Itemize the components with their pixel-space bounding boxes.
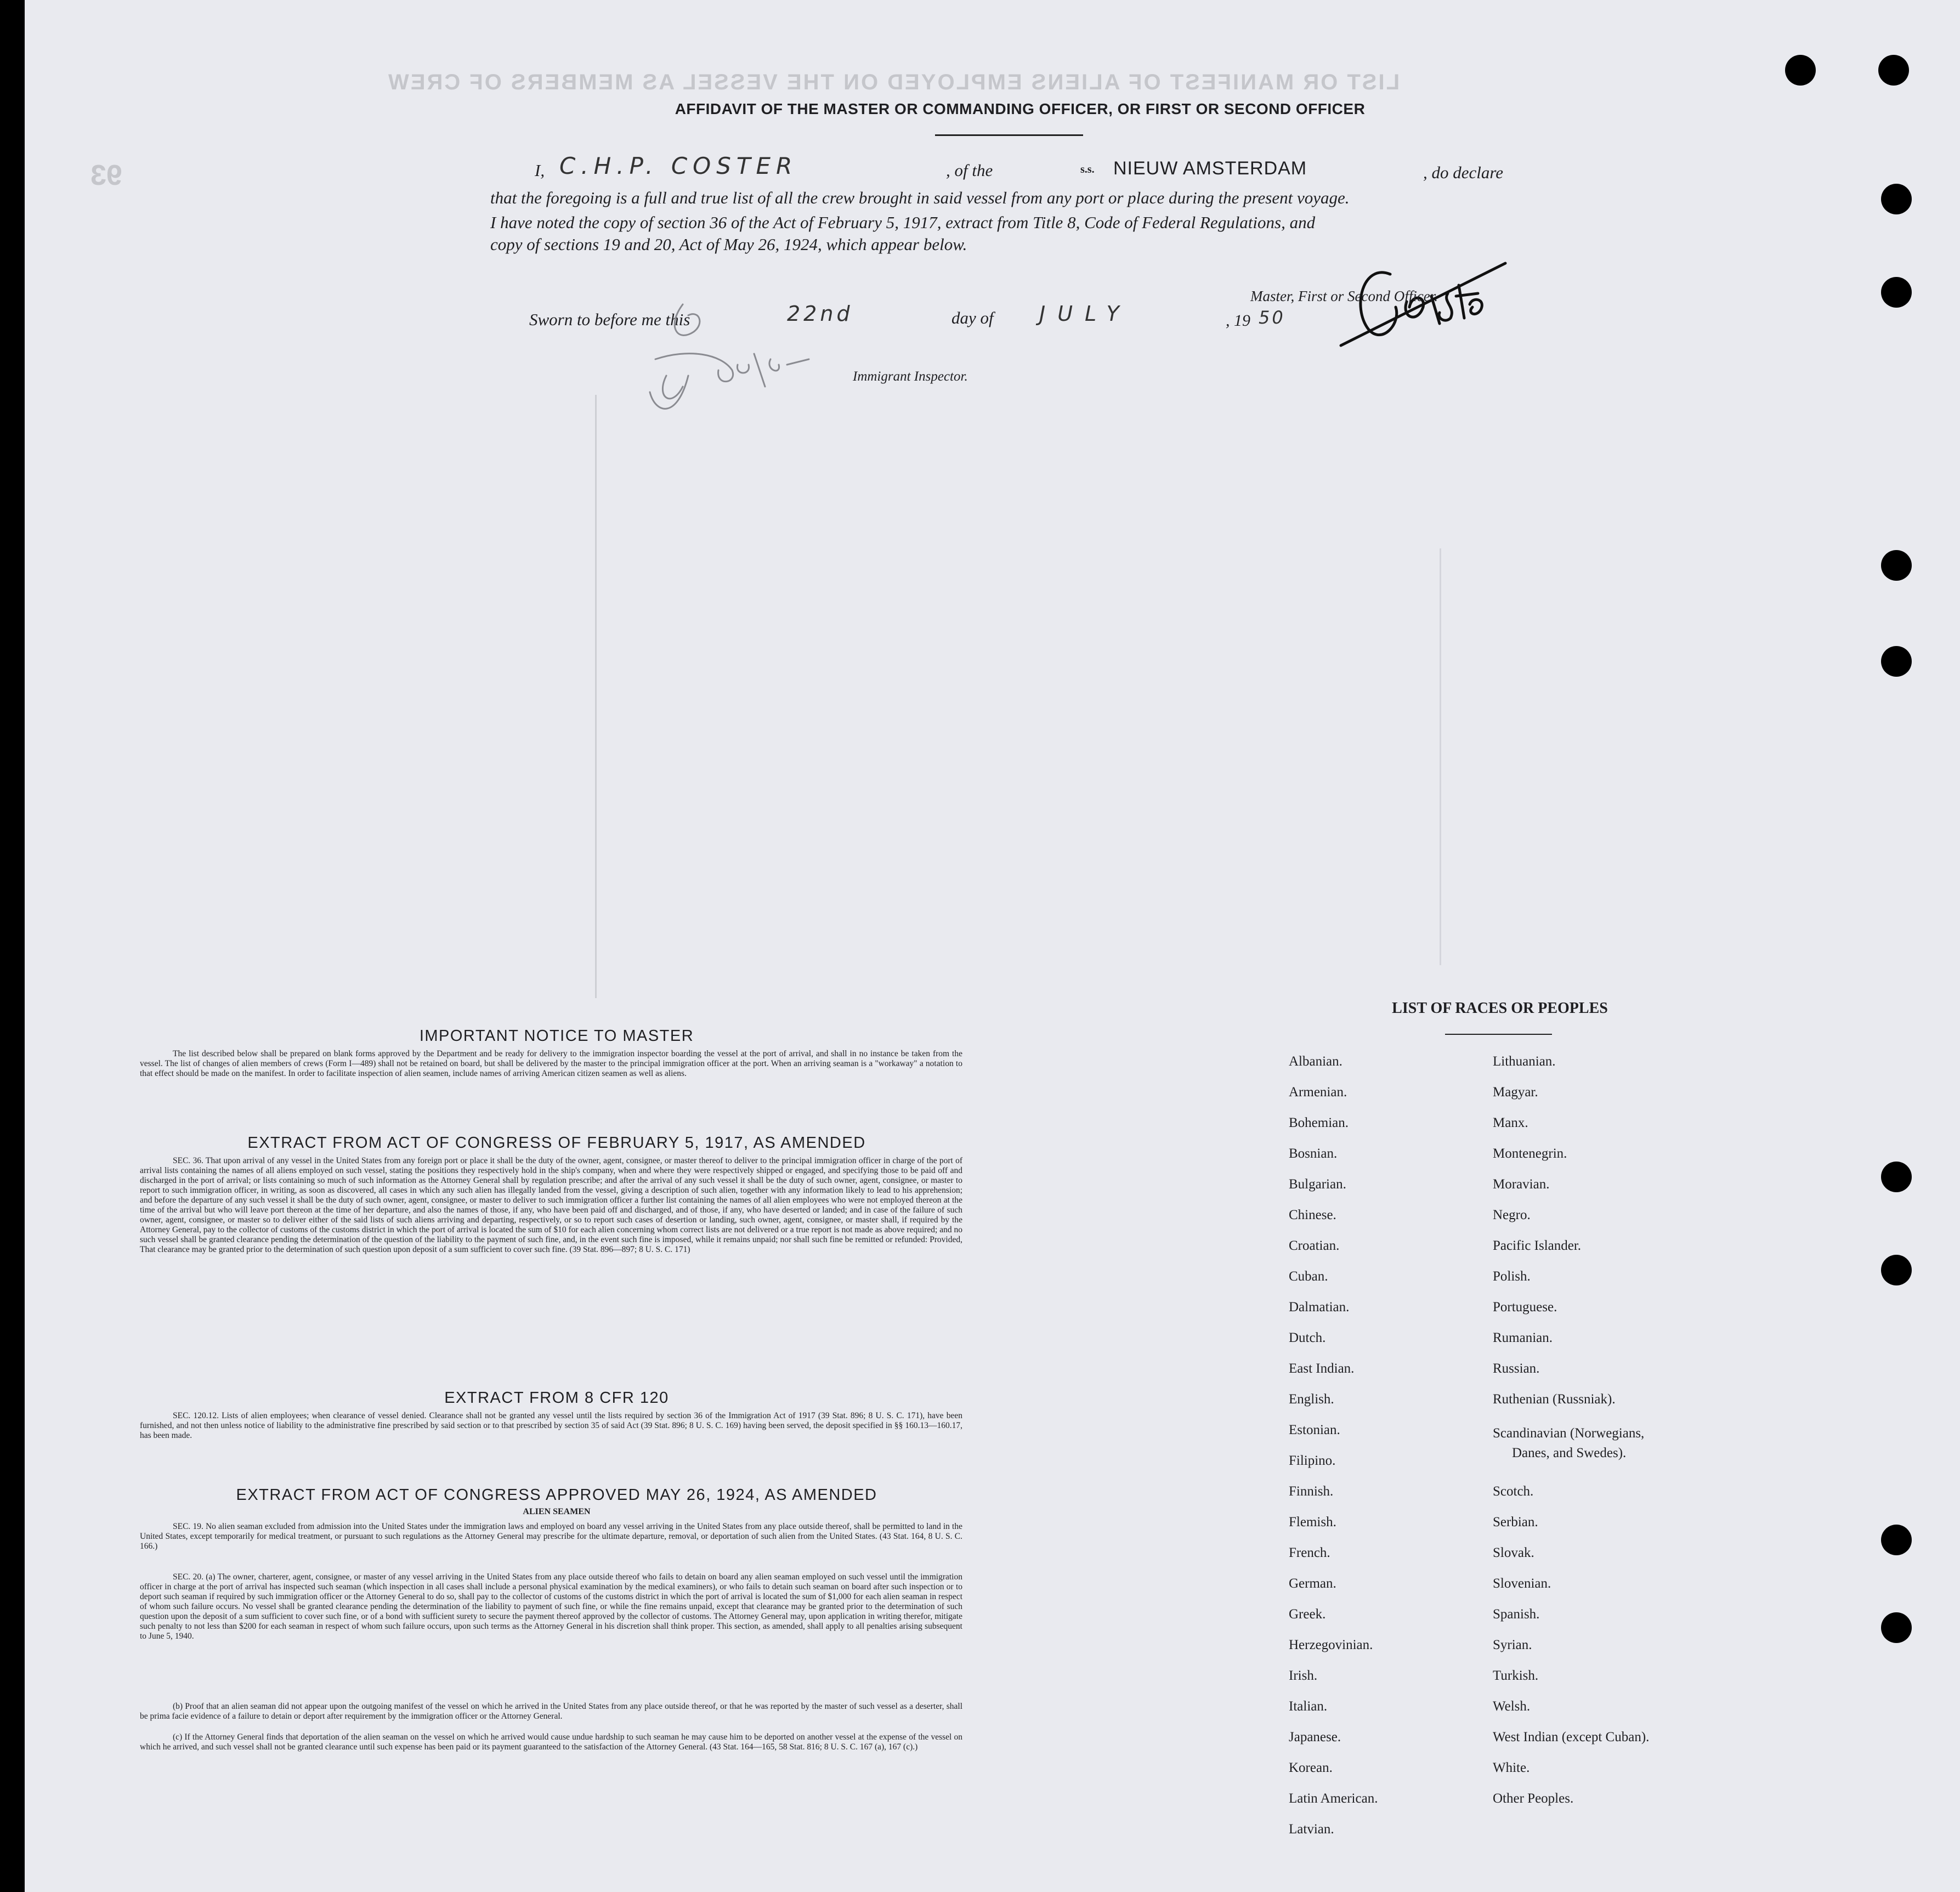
extract-1917-body: SEC. 36. That upon arrival of any vessel in the United States from any foreign port or place it shall be the duty of the owner, agent, consignee, or master thereof to deliver to the principal immigration officer in charge of the port of arrival lists containing the names of all aliens employed on such vessel, stating the positions they respectively hold in the ship's company, when and where they were respectively shipped or engaged, and specifying those to be paid off and discharged in the port of arrival; or lists containing so much of such information as the Attorney General shall by regulation prescribe; and after the arrival of any such vessel it shall be the duty of such owner, agent, consignee, or master to report to such immigration officer, in writing, as soon as discovered, all cases in which any such alien has illegally landed from the vessel, giving a description of such alien, together with any information likely to lead to his apprehension; and before the departure of any such vessel it shall be the duty of such owner, agent, consignee, or master to deliver to such immigration officer a further list containing the names of all alien employees who were not employed thereon at the time of the arrival but who will leave port thereon at the time of her departure, and also the names of those, if any, who have been paid off and discharged, and of those, if any, who have deserted or landed; and in case of the failure of such owner, agent, consignee, or master so to deliver either of the said lists of such aliens arriving and departing, respectively, or so to report such cases of desertion or landing, such owner, agent, consignee, or master shall, if required by the Attorney General, pay to the collector of customs of the customs district in which the port of arrival is located the sum of $10 for each alien concerning whom correct lists are not delivered or a true report is not made as above required; and no such vessel shall be granted clearance pending the determination of the question of the liability to the payment of such fine, and, in the event such fine is imposed, while it remains unpaid; nor shall such fine be remitted or refunded: Provided, That clearance may be granted prior to the determination of such question upon deposit of a sum sufficient to cover such fine. (39 Stat. 896—897; 8 U. S. C. 171) [140, 1156, 962, 1254]
list-item: Latin American. [1289, 1791, 1378, 1806]
list-item: Slovak. [1493, 1545, 1534, 1560]
bleed-through-heading: LIST OR MANIFEST OF ALIENS EMPLOYED ON THE VESSEL AS MEMBERS OF CREW [387, 70, 1400, 94]
manifest-page [25, 0, 1960, 1892]
list-item: Portuguese. [1493, 1300, 1557, 1315]
bleed-through-page-number: 93 [90, 160, 122, 191]
list-item: English. [1289, 1392, 1334, 1407]
title-divider [935, 134, 1083, 136]
sworn-label: Sworn to before me this [529, 310, 690, 329]
inspector-label: Immigrant Inspector. [853, 369, 968, 384]
list-item: Turkish. [1493, 1668, 1539, 1683]
races-title: LIST OF RACES OR PEOPLES [1392, 1000, 1608, 1017]
list-item: Bulgarian. [1289, 1177, 1346, 1192]
punch-hole [1881, 184, 1912, 214]
list-item: Finnish. [1289, 1484, 1334, 1499]
master-name: C.H.P. COSTER [559, 152, 798, 179]
list-item: Irish. [1289, 1668, 1318, 1683]
list-item: Armenian. [1289, 1085, 1347, 1100]
list-item: Other Peoples. [1493, 1791, 1574, 1806]
notice-title: IMPORTANT NOTICE TO MASTER [419, 1027, 694, 1045]
list-item: German. [1289, 1576, 1336, 1591]
punch-hole [1881, 550, 1912, 581]
list-item: Cuban. [1289, 1269, 1328, 1284]
list-item: French. [1289, 1545, 1330, 1560]
punch-hole [1881, 1255, 1912, 1285]
list-item: Bohemian. [1289, 1115, 1349, 1130]
list-item: Polish. [1493, 1269, 1531, 1284]
list-item: Welsh. [1493, 1699, 1531, 1714]
list-item: Estonian. [1289, 1423, 1340, 1437]
sworn-year: 50 [1259, 307, 1285, 328]
inspector-signature [601, 293, 831, 420]
punch-hole [1881, 1525, 1912, 1555]
list-item: Syrian. [1493, 1638, 1532, 1652]
punch-hole [1878, 55, 1909, 86]
list-item: Magyar. [1493, 1085, 1538, 1100]
affidavit-title: AFFIDAVIT OF THE MASTER OR COMMANDING OFFICER, OR FIRST OR SECOND OFFICER [675, 100, 1366, 117]
list-item: Herzegovinian. [1289, 1638, 1373, 1652]
list-item: Danes, and Swedes). [1512, 1446, 1627, 1460]
list-item: Italian. [1289, 1699, 1328, 1714]
list-item: Albanian. [1289, 1054, 1342, 1069]
list-item: Bosnian. [1289, 1146, 1338, 1161]
list-item: Latvian. [1289, 1822, 1334, 1837]
declaration-line-2: that the foregoing is a full and true list of all the crew brought in said vessel from any port or place during the present voyage. [490, 188, 1350, 207]
list-item: East Indian. [1289, 1361, 1355, 1376]
list-item: White. [1493, 1760, 1530, 1775]
declaration-line-3: I have noted the copy of section 36 of the Act of February 5, 1917, extract from Title 8, Code of Federal Regulations, and [490, 213, 1316, 232]
notice-body: The list described below shall be prepared on blank forms approved by the Department and be ready for delivery to the immigration inspector boarding the vessel at the port of arrival, and shall in no instance be taken from the vessel. The list of changes of alien members of crews (Form I—489) shall not be retained on board, but shall be delivered by the master to the principal immigration officer at the port. When an arriving seaman is a "workaway" a notation to that effect should be made on the manifest. In order to facilitate inspection of alien seamen, include names of arriving American citizen seamen as well as aliens. [140, 1049, 962, 1078]
list-item: Scotch. [1493, 1484, 1534, 1499]
sec-20b-body: (b) Proof that an alien seaman did not appear upon the outgoing manifest of the vessel on which he arrived in the United States from any place outside thereof, or that he was reported by the master of such vessel as a deserter, shall be prima facie evidence of a failure to detain or deport after requirement by the immigration officer or the Attorney General. [140, 1702, 962, 1721]
punch-hole [1881, 1162, 1912, 1192]
sworn-day: 22nd [787, 302, 853, 326]
list-item: Pacific Islander. [1493, 1238, 1582, 1253]
races-divider [1445, 1034, 1552, 1035]
punch-hole [1881, 1612, 1912, 1643]
declaration-line-4: copy of sections 19 and 20, Act of May 26, 1924, which appear below. [490, 235, 967, 254]
day-of-label: day of [951, 308, 994, 327]
list-item: Montenegrin. [1493, 1146, 1567, 1161]
column-guide [1440, 548, 1441, 965]
list-item: Moravian. [1493, 1177, 1550, 1192]
list-item: Serbian. [1493, 1515, 1538, 1530]
list-item: Flemish. [1289, 1515, 1336, 1530]
sec-19-body: SEC. 19. No alien seaman excluded from admission into the United States under the immigration laws and employed on board any vessel arriving in the United States from any place outside thereof, shall be permitted to land in the United States, except temporarily for medical treatment, or pursuant to such regulations as the Attorney General may prescribe for the ultimate departure, removal, or deportation of such alien from the United States. (43 Stat. 164, 8 U. S. C. 166.) [140, 1522, 962, 1551]
punch-hole [1881, 646, 1912, 677]
list-item: Manx. [1493, 1115, 1528, 1130]
list-item: Scandinavian (Norwegians, [1493, 1426, 1645, 1441]
list-item: Croatian. [1289, 1238, 1340, 1253]
list-item: Dalmatian. [1289, 1300, 1350, 1315]
declaration-i: I, [535, 161, 545, 180]
list-item: Russian. [1493, 1361, 1540, 1376]
list-item: West Indian (except Cuban). [1493, 1730, 1650, 1744]
alien-seamen-subtitle: ALIEN SEAMEN [523, 1507, 591, 1516]
extract-cfr-title: EXTRACT FROM 8 CFR 120 [444, 1389, 669, 1407]
column-guide [595, 395, 597, 998]
sworn-month: JULY [1039, 302, 1131, 326]
officer-label: Master, First or Second Officer. [1250, 288, 1438, 304]
list-item: Ruthenian (Russniak). [1493, 1392, 1616, 1407]
punch-hole [1881, 277, 1912, 308]
list-item: Spanish. [1493, 1607, 1540, 1622]
declaration-of-the: , of the [946, 161, 993, 180]
list-item: Dutch. [1289, 1330, 1326, 1345]
list-item: Filipino. [1289, 1453, 1336, 1468]
list-item: Negro. [1493, 1208, 1531, 1222]
sec-20c-body: (c) If the Attorney General finds that deportation of the alien seaman on the vessel on which he arrived would cause undue hardship to such seaman he may cause him to be deported on another vessel at the expense of the vessel on which he arrived, and such vessel shall not be granted clearance until such expense has been paid or its payment guaranteed to the satisfaction of the Attorney General. (43 Stat. 164—165, 58 Stat. 816; 8 U. S. C. 167 (a), 167 (c).) [140, 1732, 962, 1752]
year-prefix: , 19 [1226, 311, 1250, 330]
list-item: Korean. [1289, 1760, 1333, 1775]
extract-1917-title: EXTRACT FROM ACT OF CONGRESS OF FEBRUARY 5, 1917, AS AMENDED [247, 1134, 866, 1152]
extract-cfr-body: SEC. 120.12. Lists of alien employees; when clearance of vessel denied. Clearance shall not be granted any vessel until the lists required by section 36 of the Immigration Act of 1917 (39 Stat. 896; 8 U. S. C. 171), have been furnished, and not then unless notice of liability to the administrative fine prescribed by said section or to that prescribed by section 35 of said Act (39 Stat. 896; 8 U. S. C. 169) having been served, the deposit specified in §§ 160.13—160.17, has been made. [140, 1411, 962, 1440]
list-item: Chinese. [1289, 1208, 1336, 1222]
list-item: Rumanian. [1493, 1330, 1553, 1345]
punch-hole [1785, 55, 1816, 86]
sec-20a-body: SEC. 20. (a) The owner, charterer, agent, consignee, or master of any vessel arriving in the United States from any place outside thereof who fails to detain on board any alien seaman employed on such vessel until the immigration officer in charge at the port of arrival has inspected such seaman (which inspection in all cases shall include a personal physical examination by the medical examiners), or who fails to detain such seaman on board after such inspection or to deport such seaman if required by such immigration officer or the Attorney General to do so, shall pay to the collector of customs of the customs district in which the port of arrival is located the sum of $1,000 for each alien seaman in respect of whom such failure occurs. No vessel shall be granted clearance pending the determination of the liability to payment of such fine, or while the fine remains unpaid, except that clearance may be granted prior to the determination of such question upon the deposit of a sum sufficient to cover such fine, or of a bond with sufficient surety to secure the payment thereof approved by the collector of customs. The Attorney General may, upon application in writing therefor, mitigate such penalty to not less than $200 for each seaman in respect of whom such failure occurs, upon such terms as the Attorney General in his discretion shall think proper. This section, as amended, shall apply to all penalties arising subsequent to June 5, 1940. [140, 1572, 962, 1641]
declaration-do-declare: , do declare [1423, 163, 1504, 182]
vessel-name: NIEUW AMSTERDAM [1113, 158, 1307, 179]
extract-1924-title: EXTRACT FROM ACT OF CONGRESS APPROVED MAY 26, 1924, AS AMENDED [236, 1486, 877, 1504]
list-item: Greek. [1289, 1607, 1326, 1622]
ss-prefix: s.s. [1080, 163, 1095, 175]
list-item: Japanese. [1289, 1730, 1341, 1744]
list-item: Slovenian. [1493, 1576, 1551, 1591]
list-item: Lithuanian. [1493, 1054, 1556, 1069]
